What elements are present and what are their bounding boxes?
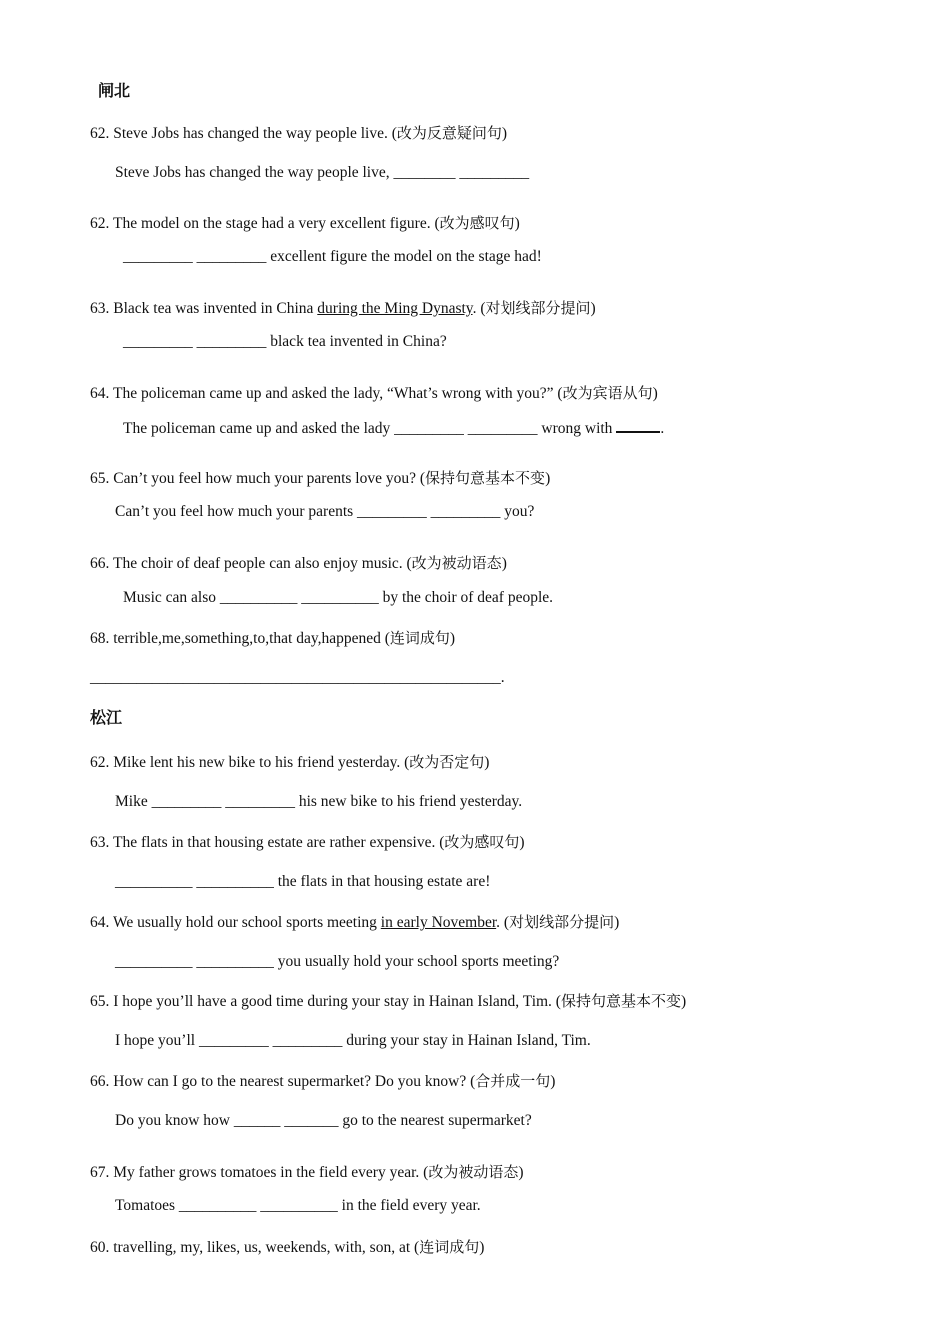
section-heading: 松江: [90, 708, 123, 727]
question-prompt: 64. The policeman came up and asked the lady, “What’s wrong with you?” (改为宾语从句): [90, 384, 658, 402]
answer-line[interactable]: I hope you’ll _________ _________ during your stay in Hainan Island, Tim.: [115, 1032, 591, 1049]
question-prompt: 68. terrible,me,something,to,that day,happened (连词成句): [90, 629, 456, 647]
answer-line[interactable]: Music can also __________ __________ by the choir of deaf people.: [123, 589, 554, 606]
question-prompt: 67. My father grows tomatoes in the field every year. (改为被动语态): [90, 1163, 524, 1181]
question-prompt: 66. How can I go to the nearest supermarket? Do you know? (合并成一句): [90, 1072, 556, 1090]
answer-line[interactable]: _________ _________ excellent figure the model on the stage had!: [123, 248, 542, 265]
question-prompt: 63. The flats in that housing estate are rather expensive. (改为感叹句): [90, 833, 525, 851]
answer-line[interactable]: The policeman came up and asked the lady _________ _________ wrong with .: [123, 417, 664, 439]
question-prompt: 60. travelling, my, likes, us, weekends, with, son, at (连词成句): [90, 1238, 485, 1256]
answer-line[interactable]: Can’t you feel how much your parents _________ _________ you?: [115, 503, 535, 520]
question-prompt: 62. Mike lent his new bike to his friend yesterday. (改为否定句): [90, 753, 490, 771]
question-prompt: 63. Black tea was invented in China during the Ming Dynasty. (对划线部分提问): [90, 299, 596, 317]
question-prompt: 62. Steve Jobs has changed the way people live. (改为反意疑问句): [90, 124, 508, 142]
section-heading: 闸北: [98, 81, 131, 100]
underlined-phrase: in early November: [380, 914, 497, 931]
answer-line[interactable]: __________ __________ you usually hold your school sports meeting?: [115, 953, 560, 970]
answer-line[interactable]: _____________________________________________________.: [90, 669, 505, 686]
answer-line[interactable]: Tomatoes __________ __________ in the field every year.: [115, 1197, 481, 1214]
question-prompt: 66. The choir of deaf people can also enjoy music. (改为被动语态): [90, 554, 507, 572]
answer-line[interactable]: _________ _________ black tea invented in China?: [123, 333, 447, 350]
question-prompt: 64. We usually hold our school sports meeting in early November. (对划线部分提问): [90, 913, 620, 931]
answer-line[interactable]: Do you know how ______ _______ go to the nearest supermarket?: [115, 1112, 532, 1129]
answer-line[interactable]: __________ __________ the flats in that housing estate are!: [115, 873, 491, 890]
underlined-phrase: during the Ming Dynasty: [317, 300, 473, 317]
question-prompt: 62. The model on the stage had a very excellent figure. (改为感叹句): [90, 214, 520, 232]
answer-line[interactable]: Steve Jobs has changed the way people live, ________ _________: [115, 164, 530, 181]
answer-blank[interactable]: [616, 417, 660, 433]
answer-line[interactable]: Mike _________ _________ his new bike to his friend yesterday.: [115, 793, 523, 810]
question-prompt: 65. Can’t you feel how much your parents love you? (保持句意基本不变): [90, 469, 551, 487]
question-prompt: 65. I hope you’ll have a good time during your stay in Hainan Island, Tim. (保持句意基本不变): [90, 992, 687, 1010]
